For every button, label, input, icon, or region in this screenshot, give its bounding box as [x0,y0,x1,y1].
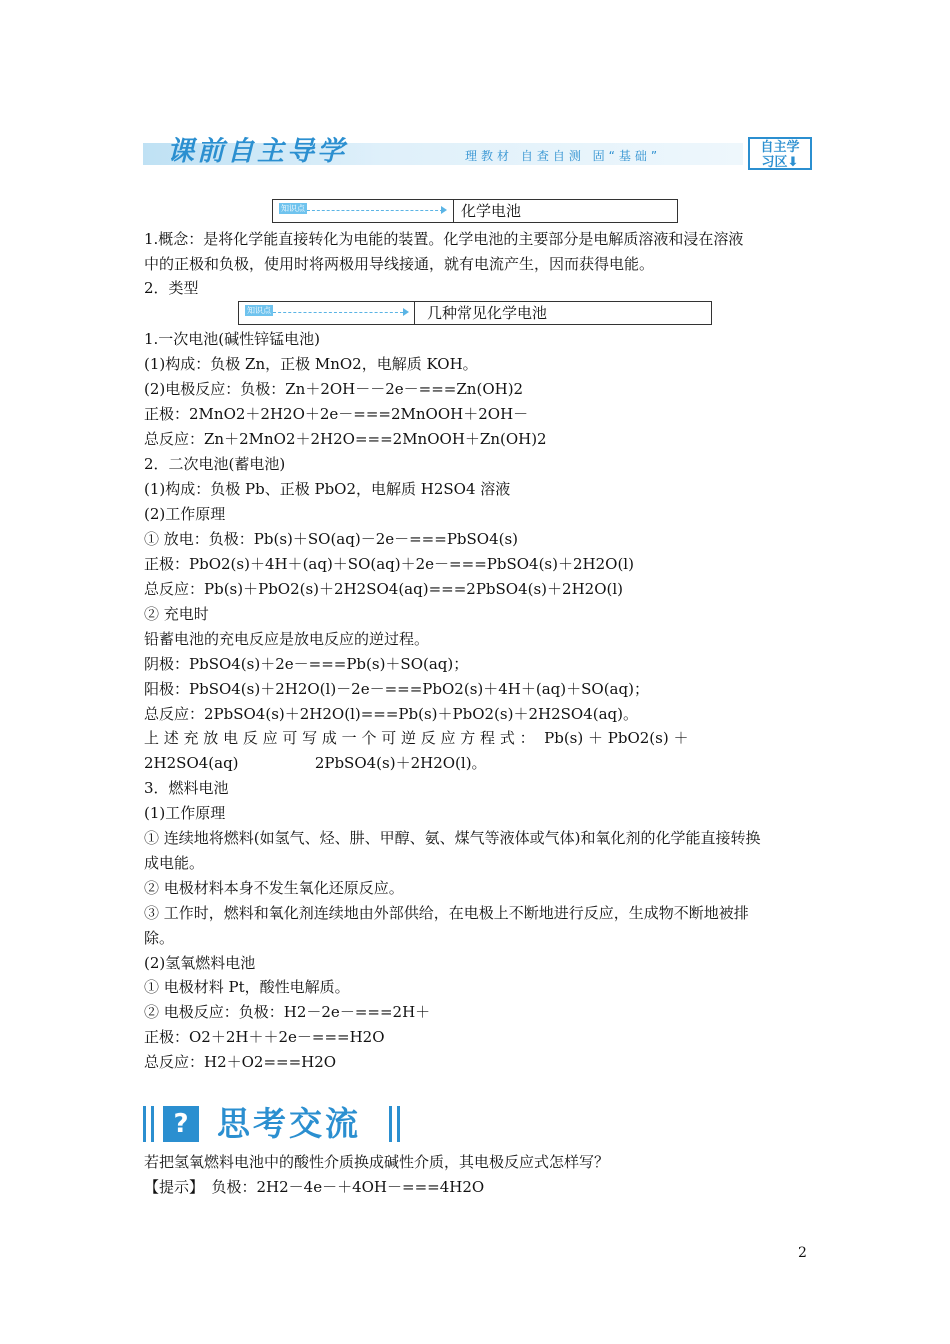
text-line: ① 放电：负极：Pb(s)＋SO(aq)－2e－===PbSO4(s) [144,530,519,548]
topic-arrow-1 [307,210,443,211]
bar-left-2 [151,1106,154,1142]
topic-header-1 [272,199,678,223]
topic-header-2 [238,301,712,325]
text-line: 总反应：Pb(s)＋PbO2(s)＋2H2SO4(aq)===2PbSO4(s)＋2H2O(l) [144,580,623,598]
banner-box-line1: 自主学 [760,140,800,155]
topic-label-2: 几种常见化学电池 [427,304,548,322]
text-line: 总反应：2PbSO4(s)＋2H2O(l)===Pb(s)＋PbO2(s)＋2H2SO4(aq)。 [144,705,638,723]
topic-arrow-2 [273,312,403,313]
text-line: 1.一次电池(碱性锌锰电池) [144,330,321,348]
text-line: (1)构成：负极 Zn，正极 MnO2，电解质 KOH。 [144,355,478,373]
banner-box [748,137,812,170]
text-line: 2．类型 [144,279,199,297]
think-title: 思考交流 [217,1104,361,1143]
text-line: ② 电极反应：负极：H2－2e－===2H＋ [144,1003,431,1021]
text-line: 中的正极和负极，使用时将两极用导线接通，就有电流产生，因而获得电能。 [144,255,655,273]
text-line: 正极：O2＋2H＋＋2e－===H2O [144,1028,385,1046]
text-line: 成电能。 [144,854,205,872]
think-hint: 【提示】 负极：2H2－4e－＋4OH－===4H2O [144,1178,485,1196]
text-line: 正极：2MnO2＋2H2O＋2e－===2MnOOH＋2OH－ [144,405,529,423]
text-line: 除。 [144,929,175,947]
topic-divider-2 [414,302,415,324]
section-banner [143,137,813,170]
text-line: (1)构成：负极 Pb、正极 PbO2，电解质 H2SO4 溶液 [144,480,511,498]
text-line: 1.概念：是将化学能直接转化为电能的装置。化学电池的主要部分是电解质溶液和浸在溶液 [144,230,744,248]
topic-divider-1 [453,200,454,222]
question-mark-icon: ? [163,1106,199,1142]
bar-left-1 [143,1106,146,1142]
topic-tag-2: 知识点2 [247,306,271,326]
text-line: 上 述 充 放 电 反 应 可 写 成 一 个 可 逆 反 应 方 程 式 ： Pb(s) ＋ PbO2(s) ＋ [144,729,689,747]
arrow-head-icon [441,206,447,214]
topic-tag-1: 知识点1 [281,204,305,224]
text-line: (2)氢氧燃料电池 [144,954,256,972]
banner-box-line2: 习区⬇ [761,155,799,170]
arrow-head-icon [403,308,409,316]
text-line: ③ 工作时，燃料和氧化剂连续地由外部供给，在电极上不断地进行反应，生成物不断地被排 [144,904,749,922]
banner-title: 课前自主导学 [167,136,347,167]
text-line: ② 充电时 [144,605,209,623]
banner-slogan: 理教材 自查自测 固“基础” [465,149,662,163]
think-exchange-header [143,1102,423,1146]
text-line: ① 连续地将燃料(如氢气、烃、肼、甲醇、氨、煤气等液体或气体)和氧化剂的化学能直接转换 [144,829,761,847]
text-line: 阳极：PbSO4(s)＋2H2O(l)－2e－===PbO2(s)＋4H＋(aq)＋SO(aq)； [144,680,649,698]
text-line: 2．二次电池(蓄电池) [144,455,286,473]
text-line: 2H2SO4(aq) 2PbSO4(s)＋2H2O(l)。 [144,754,487,772]
text-line: 总反应：Zn＋2MnO2＋2H2O===2MnOOH＋Zn(OH)2 [144,430,547,448]
text-line: 正极：PbO2(s)＋4H＋(aq)＋SO(aq)＋2e－===PbSO4(s)＋2H2O(l) [144,555,634,573]
text-line: (2)电极反应：负极：Zn＋2OH－－2e－===Zn(OH)2 [144,380,524,398]
bar-right-1 [389,1106,392,1142]
topic-label-1: 化学电池 [461,202,522,220]
text-line: ① 电极材料 Pt，酸性电解质。 [144,978,350,996]
text-line: 阴极：PbSO4(s)＋2e－===Pb(s)＋SO(aq)； [144,655,469,673]
text-line: 3．燃料电池 [144,779,229,797]
bar-right-2 [397,1106,400,1142]
text-line: (2)工作原理 [144,505,226,523]
page-number: 2 [798,1245,807,1261]
text-line: (1)工作原理 [144,804,226,822]
text-line: 总反应：H2＋O2===H2O [144,1053,337,1071]
text-line: 铅蓄电池的充电反应是放电反应的逆过程。 [144,630,430,648]
think-question: 若把氢氧燃料电池中的酸性介质换成碱性介质，其电极反应式怎样写？ [144,1153,610,1171]
text-line: ② 电极材料本身不发生氧化还原反应。 [144,879,404,897]
